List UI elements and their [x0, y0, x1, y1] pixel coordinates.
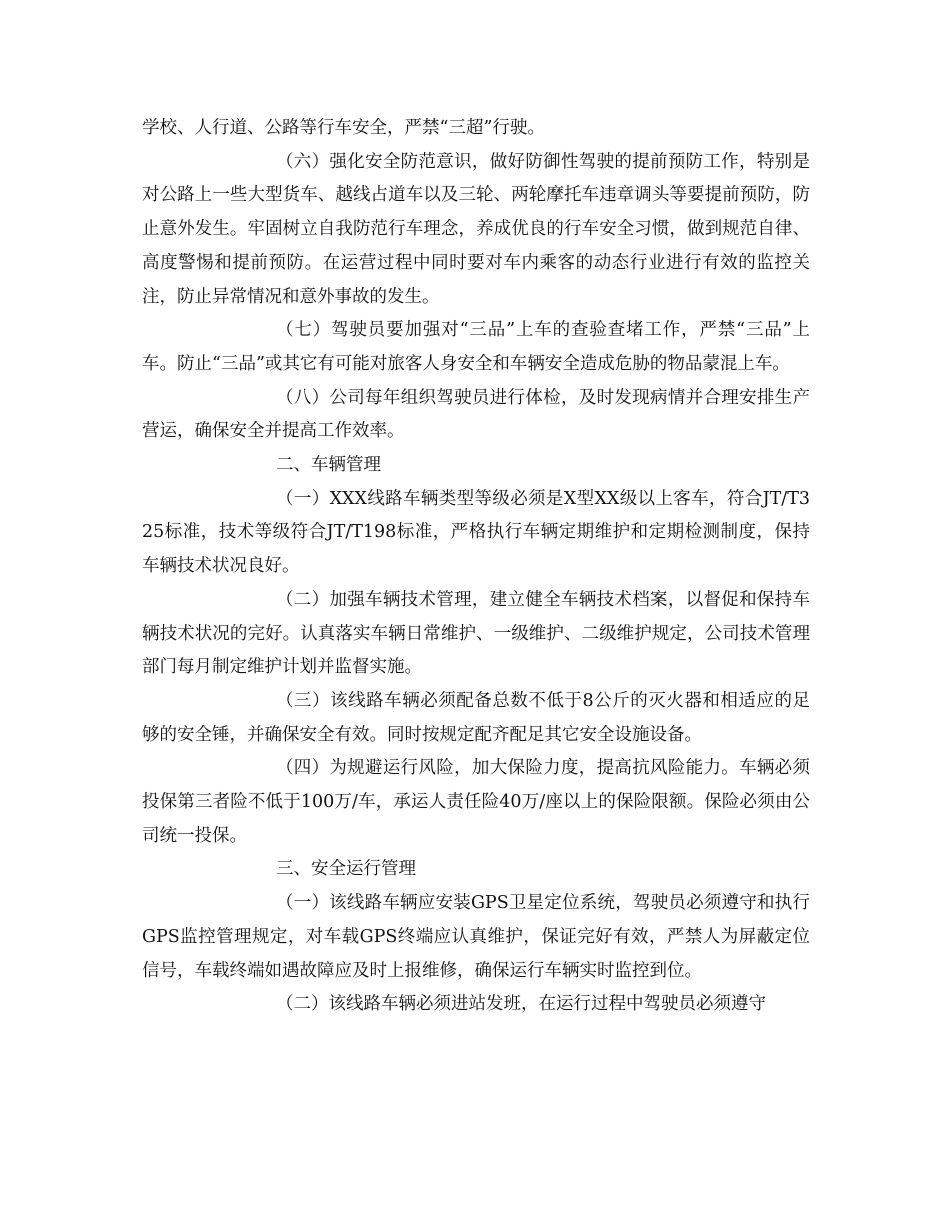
section-heading-safe-operation: 三、安全运行管理 — [276, 859, 416, 880]
paragraph-operation-1: （一）该线路车辆应安装GPS卫星定位系统，驾驶员必须遵守和执行GPS监控管理规定，对车载GPS终端应认真维护，保证完好有效，严禁人为屏蔽定位信号，车载终端如遇故障应及时上报维修，确保运行车辆实时监控到位。 — [142, 893, 810, 981]
paragraph-vehicle-3: （三）该线路车辆必须配备总数不低于8公斤的灭火器和相适应的足够的安全锤，并确保安全有效。同时按规定配齐配足其它安全设施设备。 — [142, 690, 810, 745]
section-heading-vehicle-management: 二、车辆管理 — [276, 455, 381, 476]
paragraph-vehicle-1: （一）XXX线路车辆类型等级必须是X型XX级以上客车，符合JT/T325标准，技术等级符合JT/T198标准，严格执行车辆定期维护和定期检测制度，保持车辆技术状况良好。 — [142, 488, 810, 577]
paragraph-operation-2: （二）该线路车辆必须进站发班，在运行过程中驾驶员必须遵守 — [276, 994, 766, 1015]
paragraph-vehicle-4: （四）为规避运行风险，加大保险力度，提高抗风险能力。车辆必须投保第三者险不低于100万/车，承运人责任险40万/座以上的保险限额。保险必须由公司统一投保。 — [142, 758, 810, 846]
paragraph-item-8: （八）公司每年组织驾驶员进行体检，及时发现病情并合理安排生产营运，确保安全并提高工作效率。 — [142, 387, 810, 442]
document-page — [142, 112, 810, 1022]
paragraph-continuation: 学校、人行道、公路等行车安全，严禁“三超”行驶。 — [142, 118, 545, 138]
paragraph-vehicle-2: （二）加强车辆技术管理，建立健全车辆技术档案，以督促和保持车辆技术状况的完好。认真落实车辆日常维护、一级维护、二级维护规定，公司技术管理部门每月制定维护计划并监督实施。 — [142, 589, 810, 678]
paragraph-item-7: （七）驾驶员要加强对“三品”上车的查验查堵工作，严禁“三品”上车。防止“三品”或其它有可能对旅客人身安全和车辆安全造成危胁的物品蒙混上车。 — [142, 320, 810, 374]
paragraph-item-6: （六）强化安全防范意识，做好防御性驾驶的提前预防工作，特别是对公路上一些大型货车、越线占道车以及三轮、两轮摩托车违章调头等要提前预防，防止意外发生。牢固树立自我防范行车理念，养成优良的行车安全习惯，做到规范自律、高度警惕和提前预防。在运营过程中同时要对车内乘客的动态行业进行有效的监控关注，防止异常情况和意外事故的发生。 — [142, 151, 810, 307]
